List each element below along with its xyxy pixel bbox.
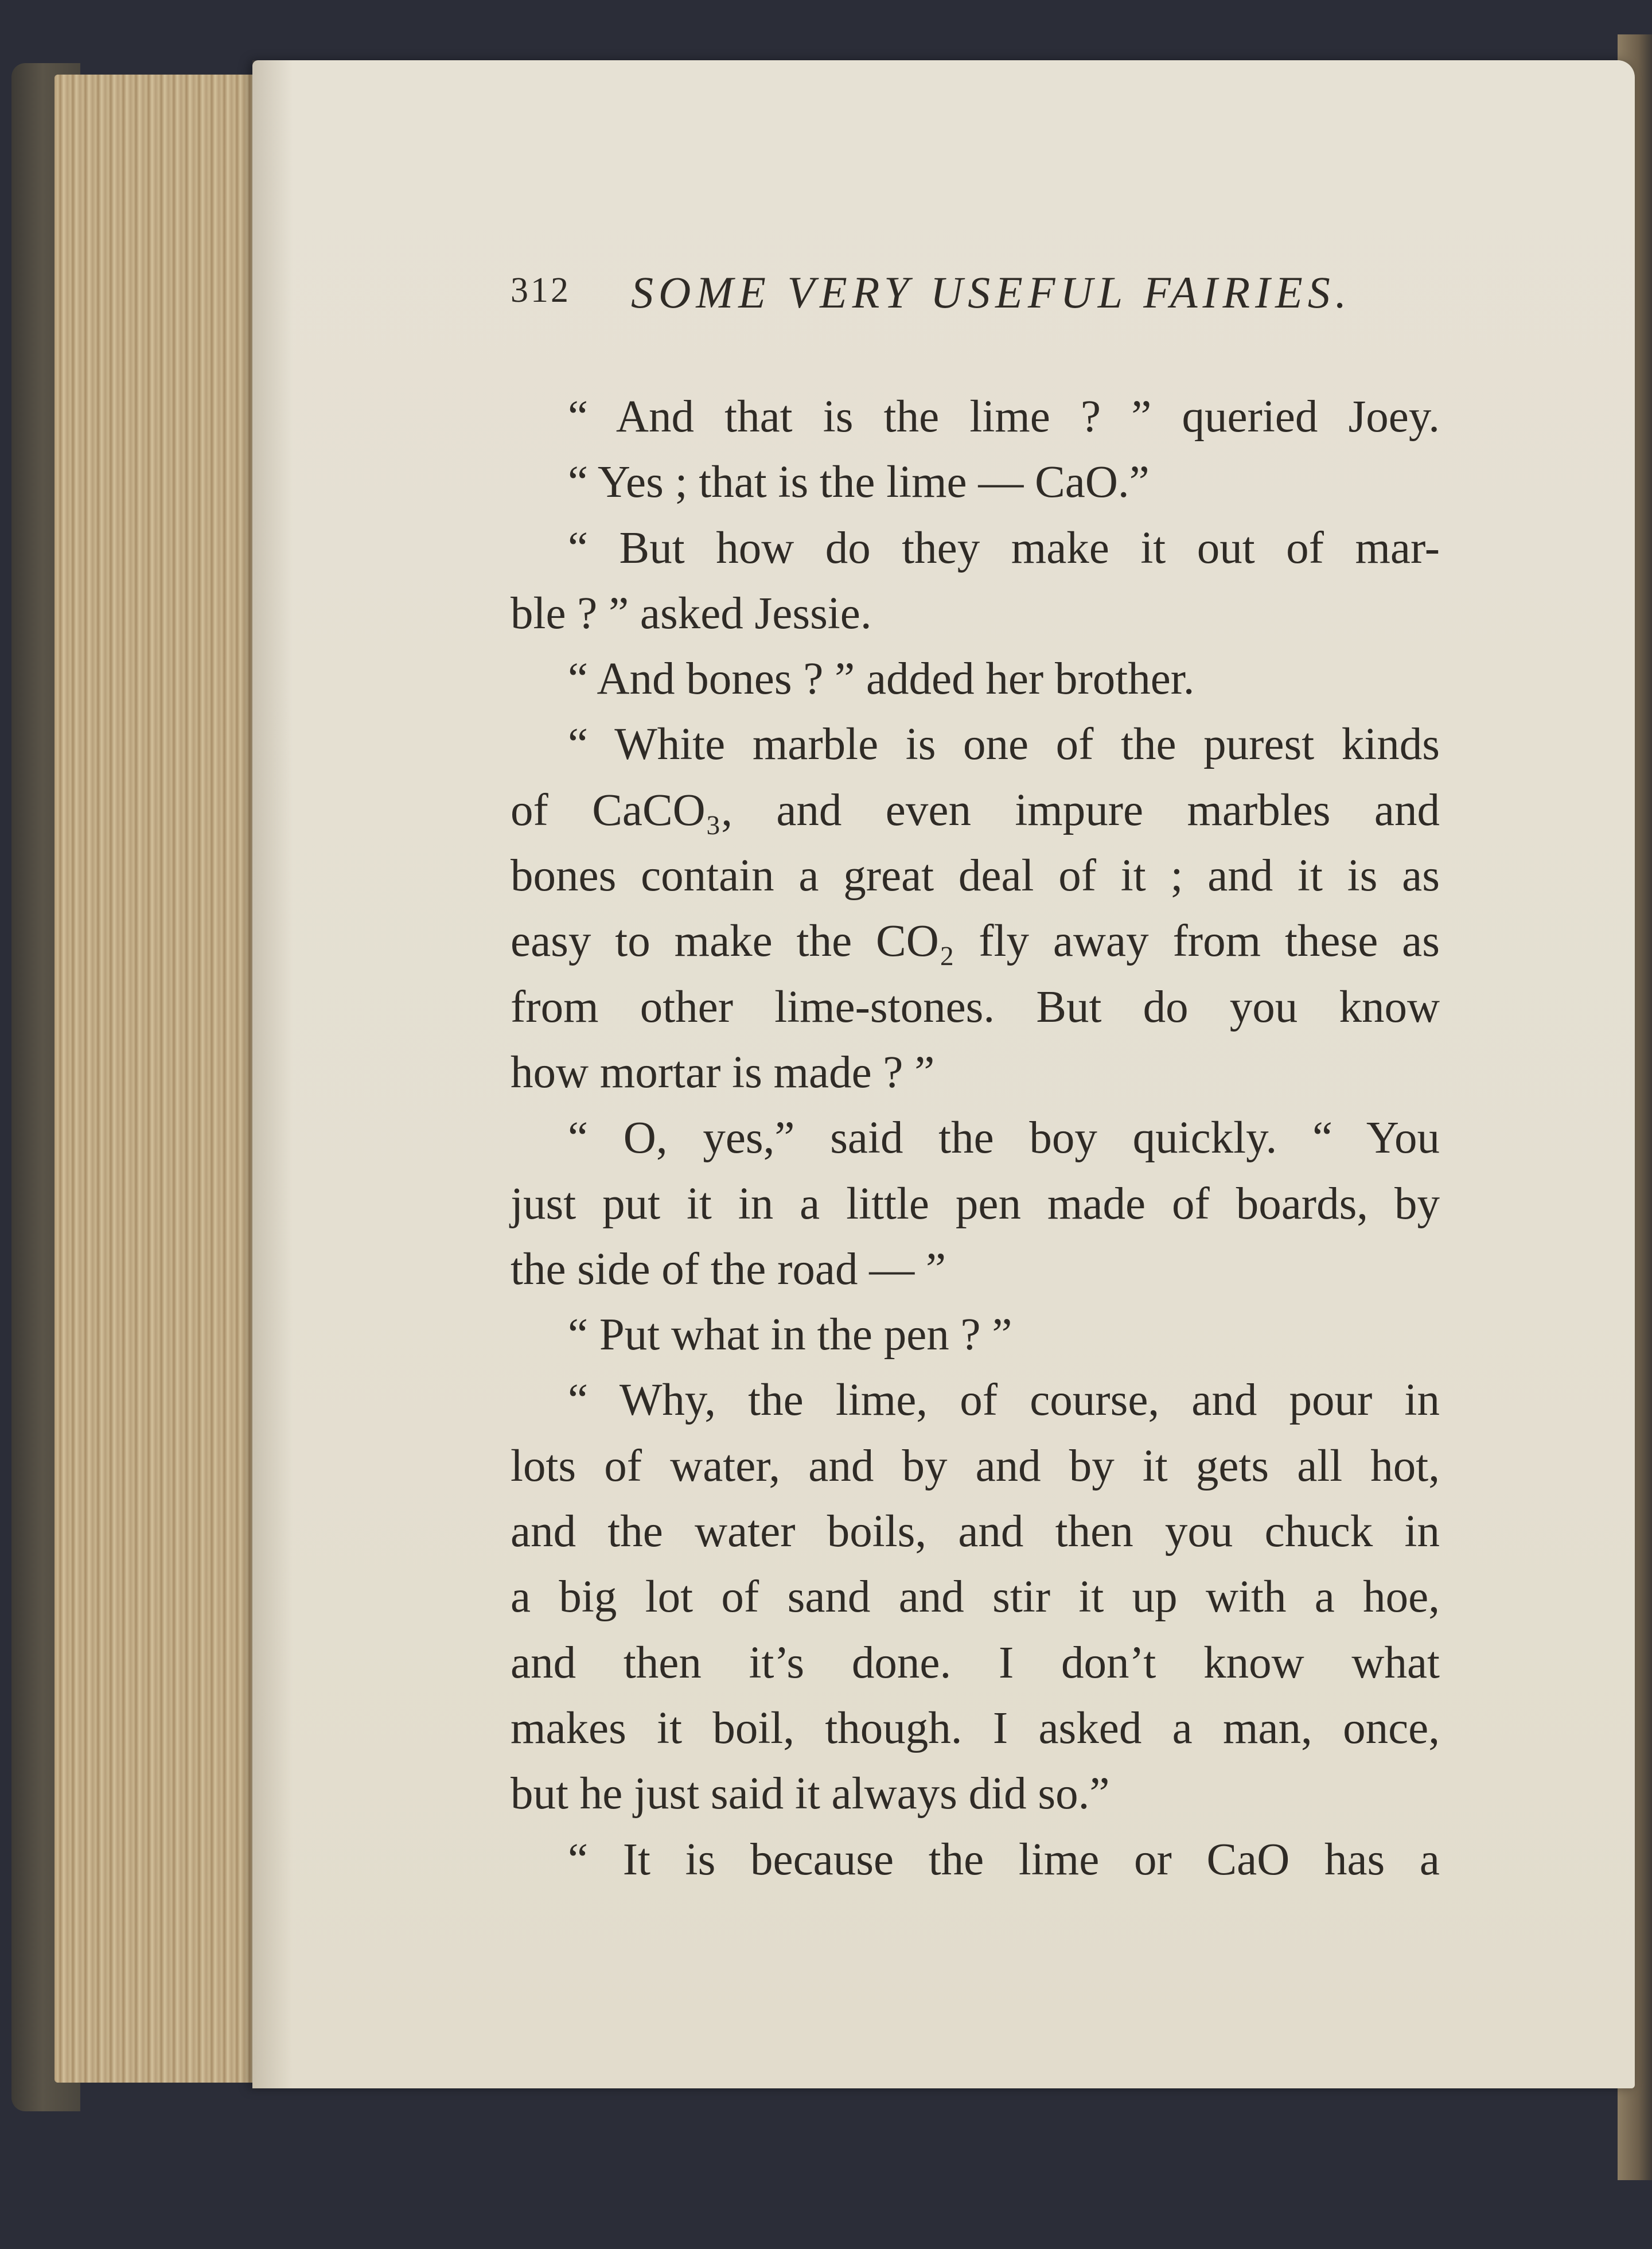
text-line: ble ? ” asked Jessie. [511, 588, 872, 639]
text-line: “ And bones ? ” added her brother. [568, 654, 1195, 705]
body-text [511, 384, 1440, 1893]
text-line: “ Put what in the pen ? ” [568, 1310, 1012, 1360]
running-title: SOME VERY USEFUL FAIRIES. [631, 267, 1352, 317]
text-line: easy to make the CO₂ fly away from these as [511, 916, 1440, 967]
page-number: 312 [511, 271, 571, 310]
text-line: “ But how do they make it out of mar- [568, 523, 1440, 573]
text-line: “ It is because the lime or CaO has a [568, 1834, 1440, 1885]
text-line: how mortar is made ? ” [511, 1047, 935, 1098]
text-line: just put it in a little pen made of boards, by [511, 1178, 1440, 1229]
text-line: and the water boils, and then you chuck in [511, 1507, 1440, 1557]
text-line: “ Yes ; that is the lime — CaO.” [568, 457, 1150, 508]
text-line: of CaCO₃, and even impure marbles and [511, 785, 1440, 835]
text-line: “ White marble is one of the purest kinds [568, 719, 1440, 770]
text-line: bones contain a great deal of it ; and it is as [511, 851, 1440, 901]
text-line: lots of water, and by and by it gets all hot, [511, 1441, 1440, 1491]
text-line: “ Why, the lime, of course, and pour in [568, 1375, 1440, 1426]
text-line: a big lot of sand and stir it up with a hoe, [511, 1572, 1440, 1622]
text-line: the side of the road — ” [511, 1244, 946, 1294]
running-head [511, 267, 1405, 324]
text-line: makes it boil, though. I asked a man, once, [511, 1703, 1440, 1753]
text-line: and then it’s done. I don’t know what [511, 1637, 1440, 1688]
text-line: “ And that is the lime ? ” queried Joey. [568, 392, 1440, 442]
text-line: but he just said it always did so.” [511, 1769, 1110, 1819]
text-line: “ O, yes,” said the boy quickly. “ You [568, 1113, 1440, 1164]
text-line: from other lime-stones. But do you know [511, 982, 1440, 1032]
page-edges [54, 75, 261, 2083]
